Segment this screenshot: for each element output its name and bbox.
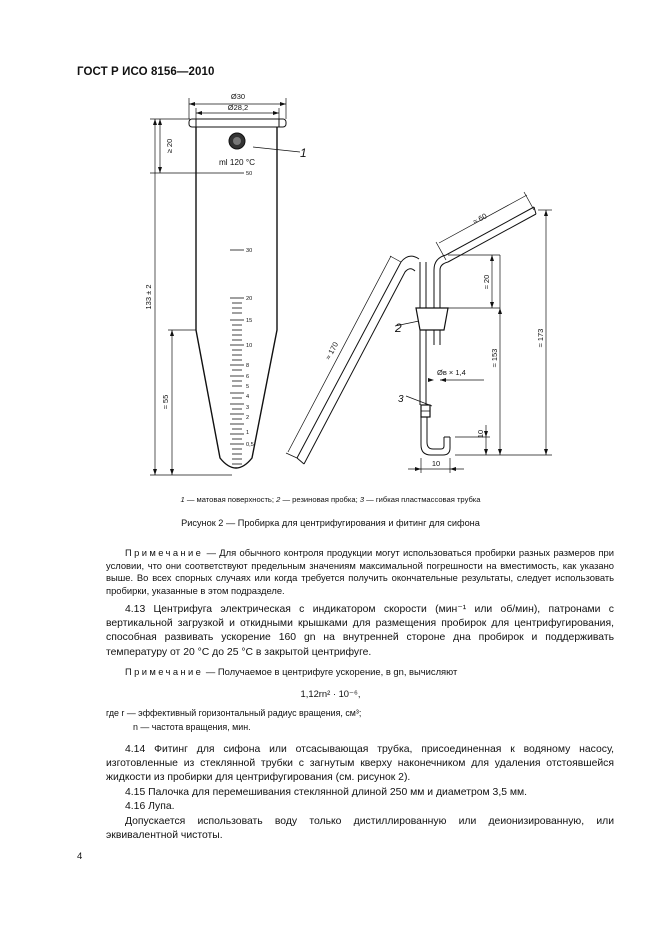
scale-label: 4 [246,394,250,400]
document-header: ГОСТ Р ИСО 8156—2010 [77,66,215,78]
scale-label: 3 [246,405,250,411]
legend-text-1: — матовая поверхность; [184,495,277,504]
section-4-13: 4.13 Центрифуга электрическая с индикатором скорости (мин⁻¹ или об/мин), патронами с вертикальной загрузкой и откидными крышками для размещения пробирок для центрифугирования, способная развивать ускорение 160 gn на внутренней стороне дна пробирок и поддерживать температуру от 20 °C до 25 °C в закрытой центрифуге. [106,604,614,658]
siphon-arm [446,207,536,262]
scale-label: 6 [246,374,250,380]
siphon-dimensions [395,192,552,473]
tube-rim [189,119,286,127]
legend-num-3: 3 [359,495,365,504]
section-4-14: 4.14 Фитинг для сифона или отсасывающая трубка, присоединенная к водяному насосу, изготовленные из стеклянной трубки с загнутым кверху наконечником для удаления отстоявшейся жидкости из пробирки для центрифугирования (см. рисунок 2). [106,744,614,784]
siphon-vertical-tube [420,262,440,405]
tube-cone-height: ≈ 55 [161,394,170,410]
section-4-15: 4.15 Палочка для перемешивания стеклянной длиной 250 мм и диаметром 3,5 мм. [125,787,528,798]
tube-scale-labels [246,171,254,448]
scale-label: 10 [246,343,253,349]
scale-label: 50 [246,171,253,177]
scale-label: 0,5 [246,442,254,448]
page-number: 4 [77,851,83,862]
scale-label: 15 [246,318,253,324]
scale-label: 2 [246,415,250,421]
section-4-16: 4.16 Лупа. [125,801,175,812]
callout-2: 2 [395,321,402,335]
note-2-text: — Получаемое в центрифуге ускорение, в gn, вычисляют [205,666,458,677]
dim-20: ≈ 20 [482,274,491,290]
legend-text-2: — резиновая пробка; [280,495,360,504]
rubber-stopper [416,308,448,330]
figure-caption: Рисунок 2 — Пробирка для центрифугирования и фитинг для сифона [181,518,480,528]
paragraph-water: Допускается использовать воду только дистиллированную или деионизированную, или эквивалентной чистоты. [106,816,614,842]
tube-labels [144,92,307,409]
tube-top-dim: ≥ 20 [165,138,174,154]
legend-text-3: — гибкая пластмассовая трубка [364,495,481,504]
legend-num-1: 1 [180,495,185,504]
dim-173: ≈ 173 [536,328,545,348]
note-2 [106,666,614,679]
tube-inner-diameter: Ø28,2 [227,103,249,112]
where-n: n — частота вращения, мин. [133,722,251,732]
scale-label: 30 [246,248,253,254]
callout-1: 1 [300,146,307,160]
dim-10-horizontal: 10 [431,459,441,468]
inner-diameter-dim: Øв × 1,4 [437,368,466,377]
where-r: где r — эффективный горизонтальный радиус вращения, см³; [106,708,362,718]
siphon-fitting [286,192,552,473]
note-1-label: Примечание [125,547,204,558]
callout-3: 3 [398,394,404,405]
dim-10-vertical: 10 [476,429,485,439]
formula: 1,12rn² · 10⁻⁶, [300,688,361,699]
note-2-label: Примечание [125,666,204,677]
scale-label: 20 [246,296,253,302]
arm-length: ≈ 60 [471,211,489,227]
tube-scale-ticks [230,173,244,464]
tube-total-height: 133 ± 2 [144,284,153,310]
scale-label: 5 [246,384,250,390]
tube-body [196,127,277,468]
note-1-text: — Для обычного контроля продукции могут использоваться пробирки разных размеров при условии, что они соответствуют предельным значениям максимальной погрешности на вместимость, как указано выше. Во всех спорных случаях или когда требуется получить окончательные результаты, следует использовать пробирки, указанные в этом подразделе. [106,547,614,596]
legend-num-2: 2 [276,495,281,504]
figure-legend [0,495,661,504]
scale-label: 8 [246,363,250,369]
dim-153: ≈ 153 [490,348,499,368]
siphon-hook [421,417,450,455]
note-1 [106,547,614,597]
siphon-length: ≈ 170 [323,340,341,362]
tube-outer-diameter: Ø30 [230,92,246,101]
siphon-left-tube [297,256,419,464]
centrifuge-tube [150,98,300,475]
scale-label: 1 [246,430,250,436]
tube-marking: ml 120 °C [218,158,256,167]
